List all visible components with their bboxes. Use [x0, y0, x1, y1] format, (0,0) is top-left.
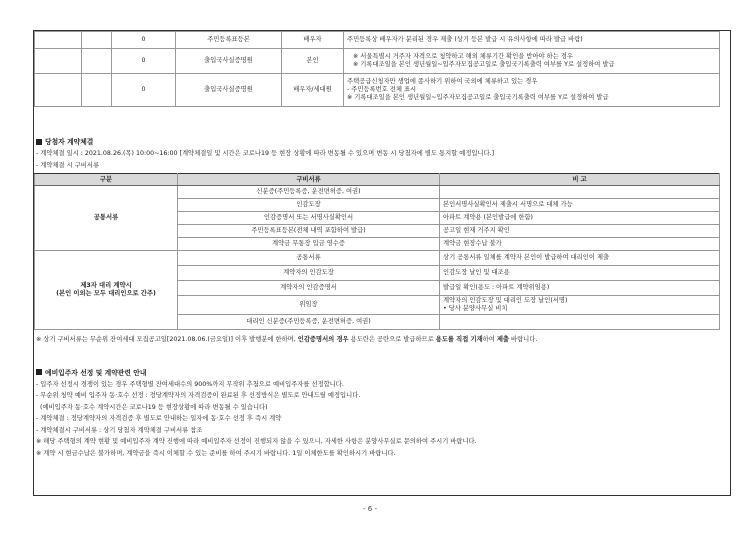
text-line: - 입주자 선정시 경쟁이 있는 경우 주택형별 잔여세대수의 900%까지 무작위 추첨으로 예비입주자를 선정합니다. — [36, 380, 344, 388]
target: 본인 — [282, 49, 344, 74]
table-header-row — [35, 174, 720, 186]
page-number: - 6 - — [363, 505, 377, 513]
mark: 0 — [112, 32, 176, 49]
text-line: ※ 해당 주택형의 계약 현황 및 예비입주자 계약 진행에 따라 예비입주자 선정이 진행되지 않을 수 있으니, 자세한 사항은 분양사무실로 문의하여 주시기 바랍니다. — [36, 438, 477, 445]
table-row — [35, 186, 720, 199]
group-label: 공통서류 — [35, 186, 178, 251]
note-bold: 제출 — [496, 336, 510, 343]
note-text: 용도란은 공란으로 발급하므로 — [348, 336, 436, 343]
remark-line: 계약자의 인감도장 및 대리인 도장 날인(서명) — [443, 297, 568, 304]
section-title: 예비입주자 선정 및 계약관련 안내 — [45, 368, 147, 377]
text-line: - 계약체결시 구비서류 : 상기 당첨자 계약체결 구비서류 참조 — [36, 426, 203, 434]
doc: 위임장 — [178, 296, 440, 315]
remark: 발급일 확인(용도 : 아파트 계약위임용) — [440, 281, 720, 296]
text-line: - 계약체결 일시 : 2021.08.26.(목) 10:00~16:00 [계약체결일 및 시간은 코로나19 등 현장 상황에 따라 변동될 수 있으며 변동 시 당첨자에 별도 통지할 예정입니다.] — [36, 150, 495, 157]
note-line: ※ 기록대조일을 본인 생년월일~입주자모집공고일로 출입국기록출력 여부를 Y로 설정하여 발급 — [347, 94, 609, 101]
mark: 0 — [112, 74, 176, 107]
documents-table — [34, 173, 720, 330]
doc: 인감도장 — [178, 199, 440, 212]
target: 배우자/세대원 — [282, 74, 344, 107]
text-line: - 계약체결 : 정당계약자의 자격검증 후 별도로 안내하는 일자에 동·호수 선정 후 즉시 계약 — [36, 415, 282, 422]
group-label — [35, 251, 178, 330]
header-cell: 구분 — [35, 174, 178, 186]
note-line: - 주민등록번호 전체 표시 — [347, 86, 417, 93]
doc: 신분증(주민등록증, 운전면허증, 여권) — [178, 186, 440, 199]
section-heading — [36, 368, 730, 379]
doc: 공통서류 — [178, 251, 440, 266]
table-row — [35, 32, 720, 49]
doc: 출입국사실증명원 — [176, 49, 282, 74]
note-text: 바랍니다. — [509, 336, 538, 343]
note — [344, 49, 720, 74]
doc: 계약자의 인감도장 — [178, 266, 440, 281]
note-line: ※ 서울특별시 거주자 자격으로 청약하고 해외 체류기간 확인을 받아야 하는 경우 — [353, 53, 573, 60]
header-cell: 비 고 — [440, 174, 720, 186]
doc: 인감증명서 또는 서명사실확인서 — [178, 212, 440, 225]
note-text: 하여 — [482, 336, 497, 343]
table-row — [35, 74, 720, 107]
documents-note — [36, 334, 730, 346]
table-row — [35, 251, 720, 266]
top-document-table — [34, 31, 720, 107]
square-bullet-icon — [36, 139, 42, 145]
note-bold: 용도를 직접 기재 — [435, 336, 483, 343]
group-label-line: (본인 이외는 모두 대리인으로 간주) — [56, 290, 156, 297]
document-frame — [33, 30, 731, 496]
section-heading — [36, 137, 730, 148]
note-bold: 인감증명서의 경우 — [297, 336, 349, 343]
remark — [440, 315, 720, 330]
note — [344, 74, 720, 107]
remark — [440, 186, 720, 199]
text-line: ※ 계약 시 현금수납은 불가하며, 계약금을 즉시 이체할 수 있는 준비를 하여 주시기 바랍니다. 1일 이체한도를 확인하시기 바랍니다. — [36, 449, 396, 457]
doc: 출입국사실증명원 — [176, 74, 282, 107]
remark: 인감도장 날인 및 대조용 — [440, 266, 720, 281]
note: 주민등록상 배우자가 분리된 경우 제출 (상기 등본 발급 시 유의사항에 따라 발급 바람) — [344, 32, 720, 49]
note-text: ※ 상기 구비서류는 무순위 잔여세대 모집공고일[2021.08.06.(금요일)] 이후 발행분에 한하며, — [36, 336, 298, 343]
remark: 상기 공통서류 일체를 계약자 본인이 발급하여 대리인이 제출 — [440, 251, 720, 266]
remark — [440, 296, 720, 315]
text-line: (예비입주자 동·호수 계약시간은 코로나19 등 현장상황에 따라 변동될 수 있습니다) — [36, 403, 268, 411]
table-row — [35, 49, 720, 74]
remark: 아파트 계약용 (본인발급에 한함) — [440, 212, 720, 225]
target: 배우자 — [282, 32, 344, 49]
text-line: - 계약체결 시 구비서류 — [36, 161, 100, 169]
doc: 주민등록표등본(전체 내역 포함하여 발급) — [178, 225, 440, 238]
header-cell: 구비서류 — [178, 174, 440, 186]
doc: 계약금 무통장 입금 영수증 — [178, 238, 440, 251]
group-label-line: 제3자 대리 계약시 — [80, 282, 132, 289]
note-line: 주택공급신청자만 생업에 종사하기 위하여 국외에 체류하고 있는 경우 — [347, 78, 538, 85]
remark: 계약금 현장수납 불가 — [440, 238, 720, 251]
text-line: - 무순위 청약 예비 입주자 동·호수 선정 : 정당계약자의 자격검증이 완료된 후 선정방식은 별도로 안내드릴 예정입니다. — [36, 392, 361, 399]
mark: 0 — [112, 49, 176, 74]
doc: 대리인 신분증(주민등록증, 운전면허증, 여권) — [178, 315, 440, 330]
square-bullet-icon — [36, 369, 42, 375]
doc: 계약자의 인감증명서 — [178, 281, 440, 296]
remark: 본인서명사실확인서 제출시 서명으로 대체 가능 — [440, 199, 720, 212]
remark: 공고일 현재 거주지 확인 — [440, 225, 720, 238]
doc: 주민등록표등본 — [176, 32, 282, 49]
section-title: 당첨자 계약체결 — [45, 138, 94, 146]
note-line: ※ 기록대조일을 본인 생년월일~입주자모집공고일로 출입국기록출력 여부를 Y로 설정하여 발급 — [353, 61, 615, 68]
remark-line: • 당사 분양사무실 비치 — [443, 305, 508, 312]
